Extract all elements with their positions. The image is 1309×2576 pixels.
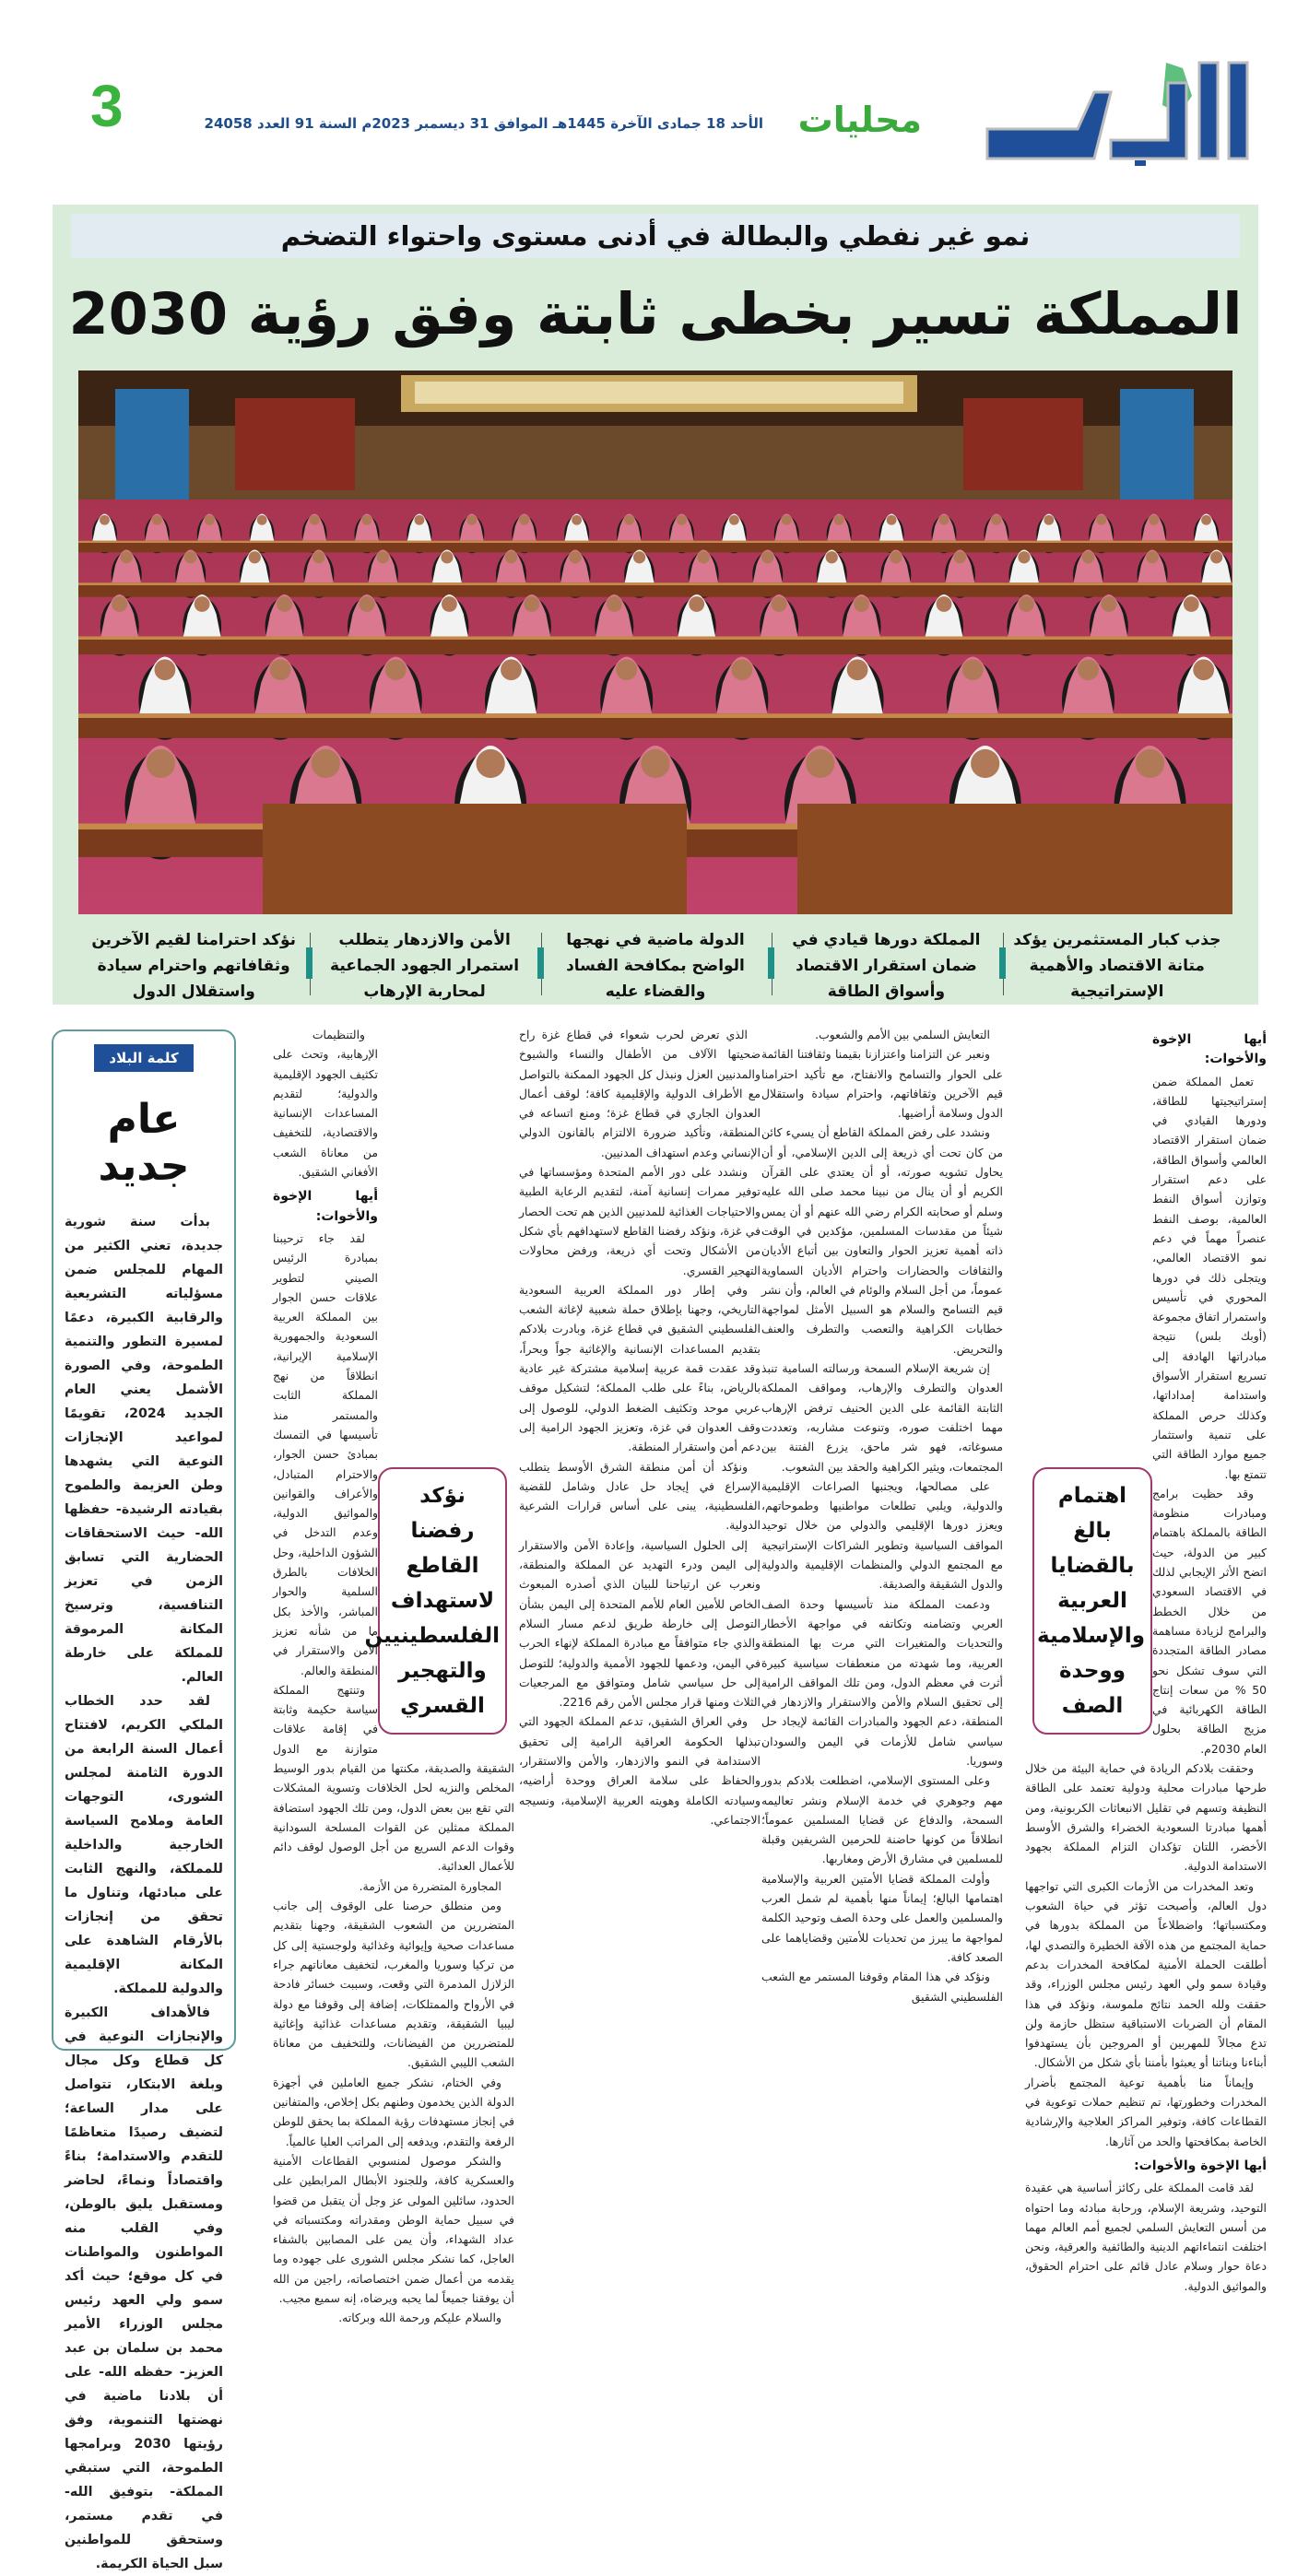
article-paragraph: ونؤكد في هذا المقام وقوفنا المستمر مع الشعب الفلسطيني الشقيق [761, 1970, 1003, 2004]
editorial-paragraph: لقد حدد الخطاب الملكي الكريم، لافتتاح أعمال السنة الرابعة من الدورة الثامنة لمجلس الشورى، التوجهات العامة وملامح السياسة الخارجية والداخلية للمملكة، والنهج الثابت على مبادئها، وتناول ما تحقق من إنجازات بالأرقام الشاهدة على المكانة الإقليمية والدولية للمملكة. [65, 1694, 223, 1996]
highlight-item: جذب كبار المستثمرين يؤكد متانة الاقتصاد والأهمية الإستراتيجية [1013, 931, 1221, 1001]
article-paragraph: والسلام عليكم ورحمة الله وبركاته. [338, 2311, 501, 2325]
article-paragraph: وفي العراق الشقيق، تدعم المملكة الجهود التي تبذلها الحكومة العراقية الرامية إلى تحقيق الاستدامة في النمو والازدهار، والأمن والاستقرار، والحفاظ على سلامة العراق ووحدة أراضيه، وسيادته الكاملة وهويته العربية الإسلامية، ونسيجه الاجتماعي. [519, 1714, 761, 1827]
section-subhead: أيها الإخوة والأخوات: [273, 1189, 378, 1224]
section-subhead: أيها الإخوة والأخوات: [1152, 1032, 1267, 1067]
front-desk [797, 804, 1232, 914]
highlights [78, 922, 1232, 1000]
article-paragraph: ونشدد على رفض المملكة القاطع أن يسيء كائن من كان تحت أي ذريعة إلى الدين الإسلامي، أو أن يحاول تشويه صورته، أو أن يعتدي على القرآن الكريم أو أن ينال من نبينا محمد صلى الله عليه وسلم أو صحابته الكرام رضي الله عنهم أو أن يمس شيئاً من مقدسات المسلمين، مؤكدين في الوقت ذاته أهمية تعزيز الحوار والتعاون بين أتباع الأديان والثقافات والحضارات واحترام الأديان السماوية عموماً، من أجل السلام والوئام في العالم، وأن نشر قيم التسامح والسلام هو السبيل الأمثل لمواجهة خطابات الكراهية والتعصب والتطرف والعنف والتحريض. [761, 1125, 1003, 1356]
albilad-logo [973, 55, 1258, 166]
article-paragraph: التعايش السلمي بين الأمم والشعوب. [815, 1028, 990, 1041]
article-column-1 [1025, 1025, 1267, 2293]
article-paragraph: وفي إطار دور المملكة العربية السعودية التاريخي، وجهنا بإطلاق حملة شعبية لإغاثة الشعب الفلسطيني الشقيق في قطاع غزة، وبادرت بلادكم بتقديم المساعدات الإنسانية والإغاثية جواً وبحراً، وقد عقدت قمة عربية إسلامية مشتركة غير عادية بالرياض، بناءً على طلب المملكة؛ لتشكيل موقف عربي موحد وتكثيف الضغط الدولي، للوصول إلى وقف العدوان في غزة، وتعزيز الجهود الرامية إلى دعم أمن واستقرار المنطقة. [519, 1282, 761, 1454]
pull-quote: نؤكد رفضنا القاطع لاستهداف الفلسطينيين والتهجير القسري [378, 1467, 507, 1735]
dateline: الأحد 18 جمادى الآخرة 1445هـ الموافق 31 ديسمبر 2023م السنة 91 العدد 24058 [204, 115, 763, 132]
editorial-tag: كلمة البلاد [94, 1044, 194, 1072]
article-paragraph: ومن منطلق حرصنا على الوقوف إلى جانب المتضررين من الشعوب الشقيقة، وجهنا بتقديم مساعدات صحية وإيوائية وغذائية ولوجستية إلى كل من تركيا وسوريا والمغرب، لتخفيف معاناتهم جراء الزلازل المدمرة التي وقعت، وسببت خسائر فادحة في الأرواح والممتلكات، إضافة إلى وقوفنا مع دولة ليبيا الشقيقة، وتقديم مساعدات غذائية وإغاثية للمتضررين من الفيضانات، وللتخفيف من معاناة الشعب الليبي الشقيق. [273, 1899, 514, 2070]
editorial-title: عام جديد [98, 1096, 190, 1190]
article-paragraph: وحققت بلادكم الريادة في حماية البيئة من خلال طرحها مبادرات محلية ودولية تعتمد على الطاقة النظيفة وتسهم في تقليل الانبعاثات الكربونية، ومن أهمها مبادرتا السعودية الخضراء والشرق الأوسط الأخضر، اللتان تؤكدان التزام المملكة بجهود الاستدامة الدولية. [1025, 1760, 1267, 1874]
highlight-item: الدولة ماضية في نهجها الواضح بمكافحة الفساد والقضاء عليه [540, 922, 771, 1000]
article-paragraph: ونؤكد أن أمن منطقة الشرق الأوسط يتطلب الإسراع في إيجاد حل عادل وشامل للقضية الفلسطينية، يبنى على أساس قرارات الشرعية الدولية. [519, 1459, 761, 1533]
lead-story-panel [53, 205, 1258, 1005]
article-paragraph: والشكر موصول لمنسوبي القطاعات الأمنية والعسكرية كافة، وللجنود الأبطال المرابطين على الحدود، سائلين المولى عز وجل أن يتقبل من قضوا في سبيل حماية الوطن ومقدراته ومكتسباته في عداد الشهداء، وأن يمن على المصابين بالشفاء العاجل، كما نشكر مجلس الشورى على جهوده وما يقدمه من أعمال ضمن اختصاصاته، راجين من الله أن يوفقنا جميعاً لما يحبه ويرضاه، إنه سميع مجيب. [273, 2153, 514, 2305]
article-column-3 [519, 1025, 761, 2053]
section-subhead: أيها الإخوة والأخوات: [1134, 2158, 1267, 2173]
article-paragraph: والتنظيمات الإرهابية، وتحث على تكثيف الجهود الإقليمية والدولية؛ لتقديم المساعدات الإنسانية والاقتصادية، للتخفيف من معاناة الشعب الأفغاني الشقيق. [273, 1028, 378, 1180]
headline: المملكة تسير بخطى ثابتة وفق رؤية 2030 [68, 280, 1243, 347]
page-number: 3 [90, 73, 124, 139]
editorial-box [52, 1029, 236, 2571]
article-paragraph: ونشدد على دور الأمم المتحدة ومؤسساتها في توفير ممرات إنسانية آمنة، لتقديم الرعاية الطبية والاحتياجات الغذائية للمدنيين الذين هم تحت الحصار في غزة، ونؤكد رفضنا القاطع لاستهدافهم بأي شكل من الأشكال وتحت أي ذريعة، ورفض محاولات التهجير القسري. [519, 1165, 761, 1277]
article-paragraph: ودعمت المملكة منذ تأسيسها وحدة الصف العربي وتضامنه وتكاتفه في مواجهة الأخطار والتحديات والمتغيرات التي مرت بها المنطقة العربية، وما شهدته من منعطفات سياسية كبيرة أثرت في معظم الدول، ومن تلك المواقف الرامية إلى تحقيق السلام والأمن والاستقرار والازدهار في المنطقة، دعم الجهود والمبادرات القائمة لإيجاد حل سياسي شامل للأزمات في اليمن والسودان وسوريا. [761, 1596, 1003, 1768]
article-column-4 [273, 1025, 514, 2325]
article-paragraph: وأولت المملكة قضايا الأمتين العربية والإسلامية اهتمامها البالغ؛ إيماناً منها بأهمية لم شمل العرب والمسلمين والعمل على وحدة الصف وتوحيد الكلمة لمواجهة ما يبرز من تحديات للأمتين وقضاياهما على الصعد كافة. [761, 1871, 1003, 1964]
editorial-paragraph: فالأهداف الكبيرة والإنجازات النوعية في كل قطاع وكل مجال وبلغة الابتكار، تتواصل على مدار الساعة؛ لتضيف رصيدًا متعاظمًا للتقدم والاستدامة؛ بناءً واقتصاداً ونماءً، لحاضر ومستقبل يليق بالوطن، وفي القلب منه المواطنون والمواطنات في كل موقع؛ حيث أكد سمو ولي العهد رئيس مجلس الوزراء الأمير محمد بن سلمان بن عبد العزيز- حفظه الله- على أن بلادنا ماضية في نهضتها التنموية، وفق رؤيتها 2030 وبرامجها الطموحة، التي ستبقي المملكة- بتوفيق الله- في تقدم مستمر، وستحقق للمواطنين سبل الحياة الكريمة. [65, 2006, 223, 2571]
pull-quote: اهتمام بالغ بالقضايا العربية والإسلامية ووحدة الصف [1032, 1467, 1152, 1735]
article-paragraph: المجاورة المتضررة من الأزمة. [359, 1878, 501, 1893]
section-name: محليات [797, 100, 922, 140]
kicker: نمو غير نفطي والبطالة في أدنى مستوى واحتواء التضخم [71, 214, 1240, 258]
article-paragraph: وتعد المخدرات من الأزمات الكبرى التي تواجهها دول العالم، وأصبحت تؤثر في حياة الشعوب ومكتسباتها؛ واضطلاعاً من المملكة بدورها في حماية المجتمع من هذه الآفة الخطيرة والتصدي لها، أطلقت الحملة الأمنية لمكافحة المخدرات بدعم وقيادة سمو ولي العهد رئيس مجلس الوزراء، وقد حققت ولله الحمد نتائج ملموسة، ونؤكد في هذا المقام أن الضربات الاستباقية ستظل حازمة ولن تدع مجالاً للمهربين أو المروجين بأن يستهدفوا أبناءنا وبناتنا أو يعبثوا بأمننا بأي شكل من الأشكال. [1025, 1878, 1267, 2070]
article-paragraph: إلى الحلول السياسية، وإعادة الأمن والاستقرار إلى اليمن ودرء التهديد عن المملكة والمنطقة، ونعرب عن ارتياحنا للبيان الذي أصدره المبعوث الخاص للأمين العام للأمم المتحدة إلى اليمن بشأن التوصل إلى خارطة طريق لدعم مسار السلام والذي جاء متوافقاً مع مبادرة المملكة لإنهاء الحرب في اليمن، ودعمها للجهود الأممية والدولية؛ للتوصل إلى حل سياسي شامل ومتوافق مع المرجعيات الثلاث ومنها قرار مجلس الأمن رقم 2216. [519, 1537, 761, 1710]
editorial-paragraph: بدأت سنة شورية جديدة، تعني الكثير من المهام للمجلس ضمن مسؤلياته التشريعية والرقابية الكبيرة، دعمًا لمسيرة التطور والتنمية الطموحة، وفي الصورة الأشمل يعني العام الجديد 2024، تقويمًا لمواعيد الإنجازات النوعية التي يشهدها وطن العزيمة والطموح بقيادته الرشيدة- حفظها الله- حيث الاستحقاقات الحضارية التي تسابق الزمن في تعزيز التنافسية، وترسيخ المكانة المرموقة للمملكة على خارطة العالم. [65, 1215, 223, 1685]
article-paragraph: لقد جاء ترحيبنا بمبادرة الرئيس الصيني لتطوير علاقات حسن الجوار بين المملكة العربية السعودية والجمهورية الإسلامية الإيرانية، انطلاقاً من نهج المملكة الثابت والمستمر منذ تأسيسها في التمسك بمبادئ حسن الجوار، والاحترام المتبادل، والأعراف والقوانين والمواثيق الدولية، وعدم التدخل في الشؤون الداخلية، وحل الخلافات بالطرق السلمية والحوار المباشر، والأخذ بكل ما من شأنه تعزيز الأمن والاستقرار في المنطقة والعالم. [273, 1230, 378, 1677]
article-paragraph: على مصالحها، ويجنبها الصراعات الإقليمية والدولية، ويلبي تطلعات مواطنيها وطموحاتهم، ويعزز دورها الإقليمي والدولي من خلال توحيد المواقف السياسية وتطوير الشراكات الإستراتيجية مع المجتمع الدولي والمنظمات الإقليمية والدولية والدول الشقيقة والصديقة. [761, 1478, 1003, 1592]
article-paragraph: الذي تعرض لحرب شعواء في قطاع غزة راح ضحيتها الآلاف من الأطفال والنساء والشيوخ والمدنيين العزل ونبذل كل الجهود الممكنة بالتواصل مع الأطراف الدولية والإقليمية كافة؛ لوقف أعمال العدوان الجاري في قطاع غزة؛ ومنع اتساعه في المنطقة، وتأكيد ضرورة الالتزام بالقانون الدولي الإنساني وعدم استهداف المدنيين. [519, 1028, 761, 1159]
front-desk [263, 804, 687, 914]
article-paragraph: وتنتهج المملكة سياسة حكيمة وثابتة في إقامة علاقات متوازنة مع الدول الشقيقة والصديقة، مكنتها من القيام بدور الوسيط المخلص والنزيه لحل الخلافات وتسوية المشكلات التي تقع بين بعض الدول، ومن تلك الجهود استضافة المملكة ممثلين عن القوات المسلحة السودانية وقوات الدعم السريع من أجل الوصول لوقف دائم للأعمال العدائية. [273, 1682, 514, 1874]
highlight-item: المملكة دورها قيادي في ضمان استقرار الاقتصاد وأسواق الطاقة [771, 922, 1001, 1000]
article-paragraph: وعلى المستوى الإسلامي، اضطلعت بلادكم بدور مهم وجوهري في خدمة الإسلام ونشر تعاليمه السمحة، والدفاع عن قضايا المسلمين عموماً؛ انطلاقاً من كونها حاضنة للحرمين الشريفين وقبلة للمسلمين في مشارق الأرض ومغاربها. [761, 1773, 1003, 1866]
highlight-item: نؤكد احترامنا لقيم الآخرين وثقافاتهم واحترام سيادة واستقلال الدول [78, 922, 309, 1000]
article-paragraph: وفي الختام، نشكر جميع العاملين في أجهزة الدولة الذين يخدمون وطنهم بكل إخلاص، والمتفانين في إنجاز مستهدفات رؤية المملكة بما يحقق للوطن الرفعة والتقدم، ويدفعه إلى المراتب العليا عالمياً. [273, 2075, 514, 2148]
shura-council-photo [78, 371, 1232, 914]
article-paragraph: إن شريعة الإسلام السمحة ورسالته السامية تنبذ العدوان والتطرف والإرهاب، ومواقف المملكة الثابتة القائمة على الدين الحنيف ترفض الإرهاب مهما اختلفت صوره، وتنوعت مشاربه، وتعددت مسوغاته، فهو شر ماحق، يزرع الفتنة بين المجتمعات، ويثير الكراهية والحقد بين الشعوب. [761, 1361, 1003, 1474]
article-column-2 [761, 1025, 1003, 2053]
article-paragraph: لقد قامت المملكة على ركائز أساسية هي عقيدة التوحيد، وشريعة الإسلام، ورحابة مبادئه وما احتواه من أسس التعايش السلمي لجميع أمم العالم مهما اختلفت انتماءاتهم الدينية والطائفية والعرقية، ونحن دعاة حوار وسلام عادل قائم على احترام الحقوق، والمواثيق الدولية. [1025, 2181, 1267, 2293]
article-paragraph: ونعبر عن التزامنا واعتزازنا بقيمنا وثقافتنا القائمة على الحوار والتسامح والانفتاح، مع تأكيد احترامنا قيم الآخرين وثقافاتهم، واحترام سيادة واستقلال الدول وسلامة أراضيها. [761, 1047, 1003, 1121]
article-paragraph: تعمل المملكة ضمن إستراتيجيتها للطاقة، ودورها القيادي في ضمان استقرار الاقتصاد العالمي وأسواق الطاقة، على دعم استقرار وتوازن أسواق النفط العالمية، بوصف النفط عنصراً مهماً في دعم نمو الاقتصاد العالمي، ويتجلى ذلك في دورها المحوري في تأسيس واستمرار اتفاق مجموعة (أوبك بلس) نتيجة مبادراتها الهادفة إلى تسريع استقرار الأسواق واستدامة إمداداتها، وكذلك حرص المملكة على تنمية واستثمار جميع موارد الطاقة التي تتمتع بها. [1152, 1074, 1267, 1481]
article-paragraph: وقد حظيت برامج ومبادرات منظومة الطاقة بالمملكة باهتمام كبير من الدولة، حيث اتضح الأثر الإيجابي لذلك في الاقتصاد السعودي من خلال الخطط والبرامج لزيادة مساهمة مصادر الطاقة المتجددة التي سوف تشكل نحو 50 % من سعات إنتاج الطاقة الكهربائية في مزيج الطاقة بحلول العام 2030م. [1152, 1486, 1267, 1756]
highlight-item: الأمن والازدهار يتطلب استمرار الجهود الجماعية لمحاربة الإرهاب [309, 922, 539, 1000]
article-paragraph: وإيماناً منا بأهمية توعية المجتمع بأضرار المخدرات وخطورتها، تم تنظيم حملات توعوية في القطاعات كافة، وتوفير المراكز العلاجية والإرشادية الخاصة بمكافحتها والحد من آثارها. [1025, 2075, 1267, 2148]
